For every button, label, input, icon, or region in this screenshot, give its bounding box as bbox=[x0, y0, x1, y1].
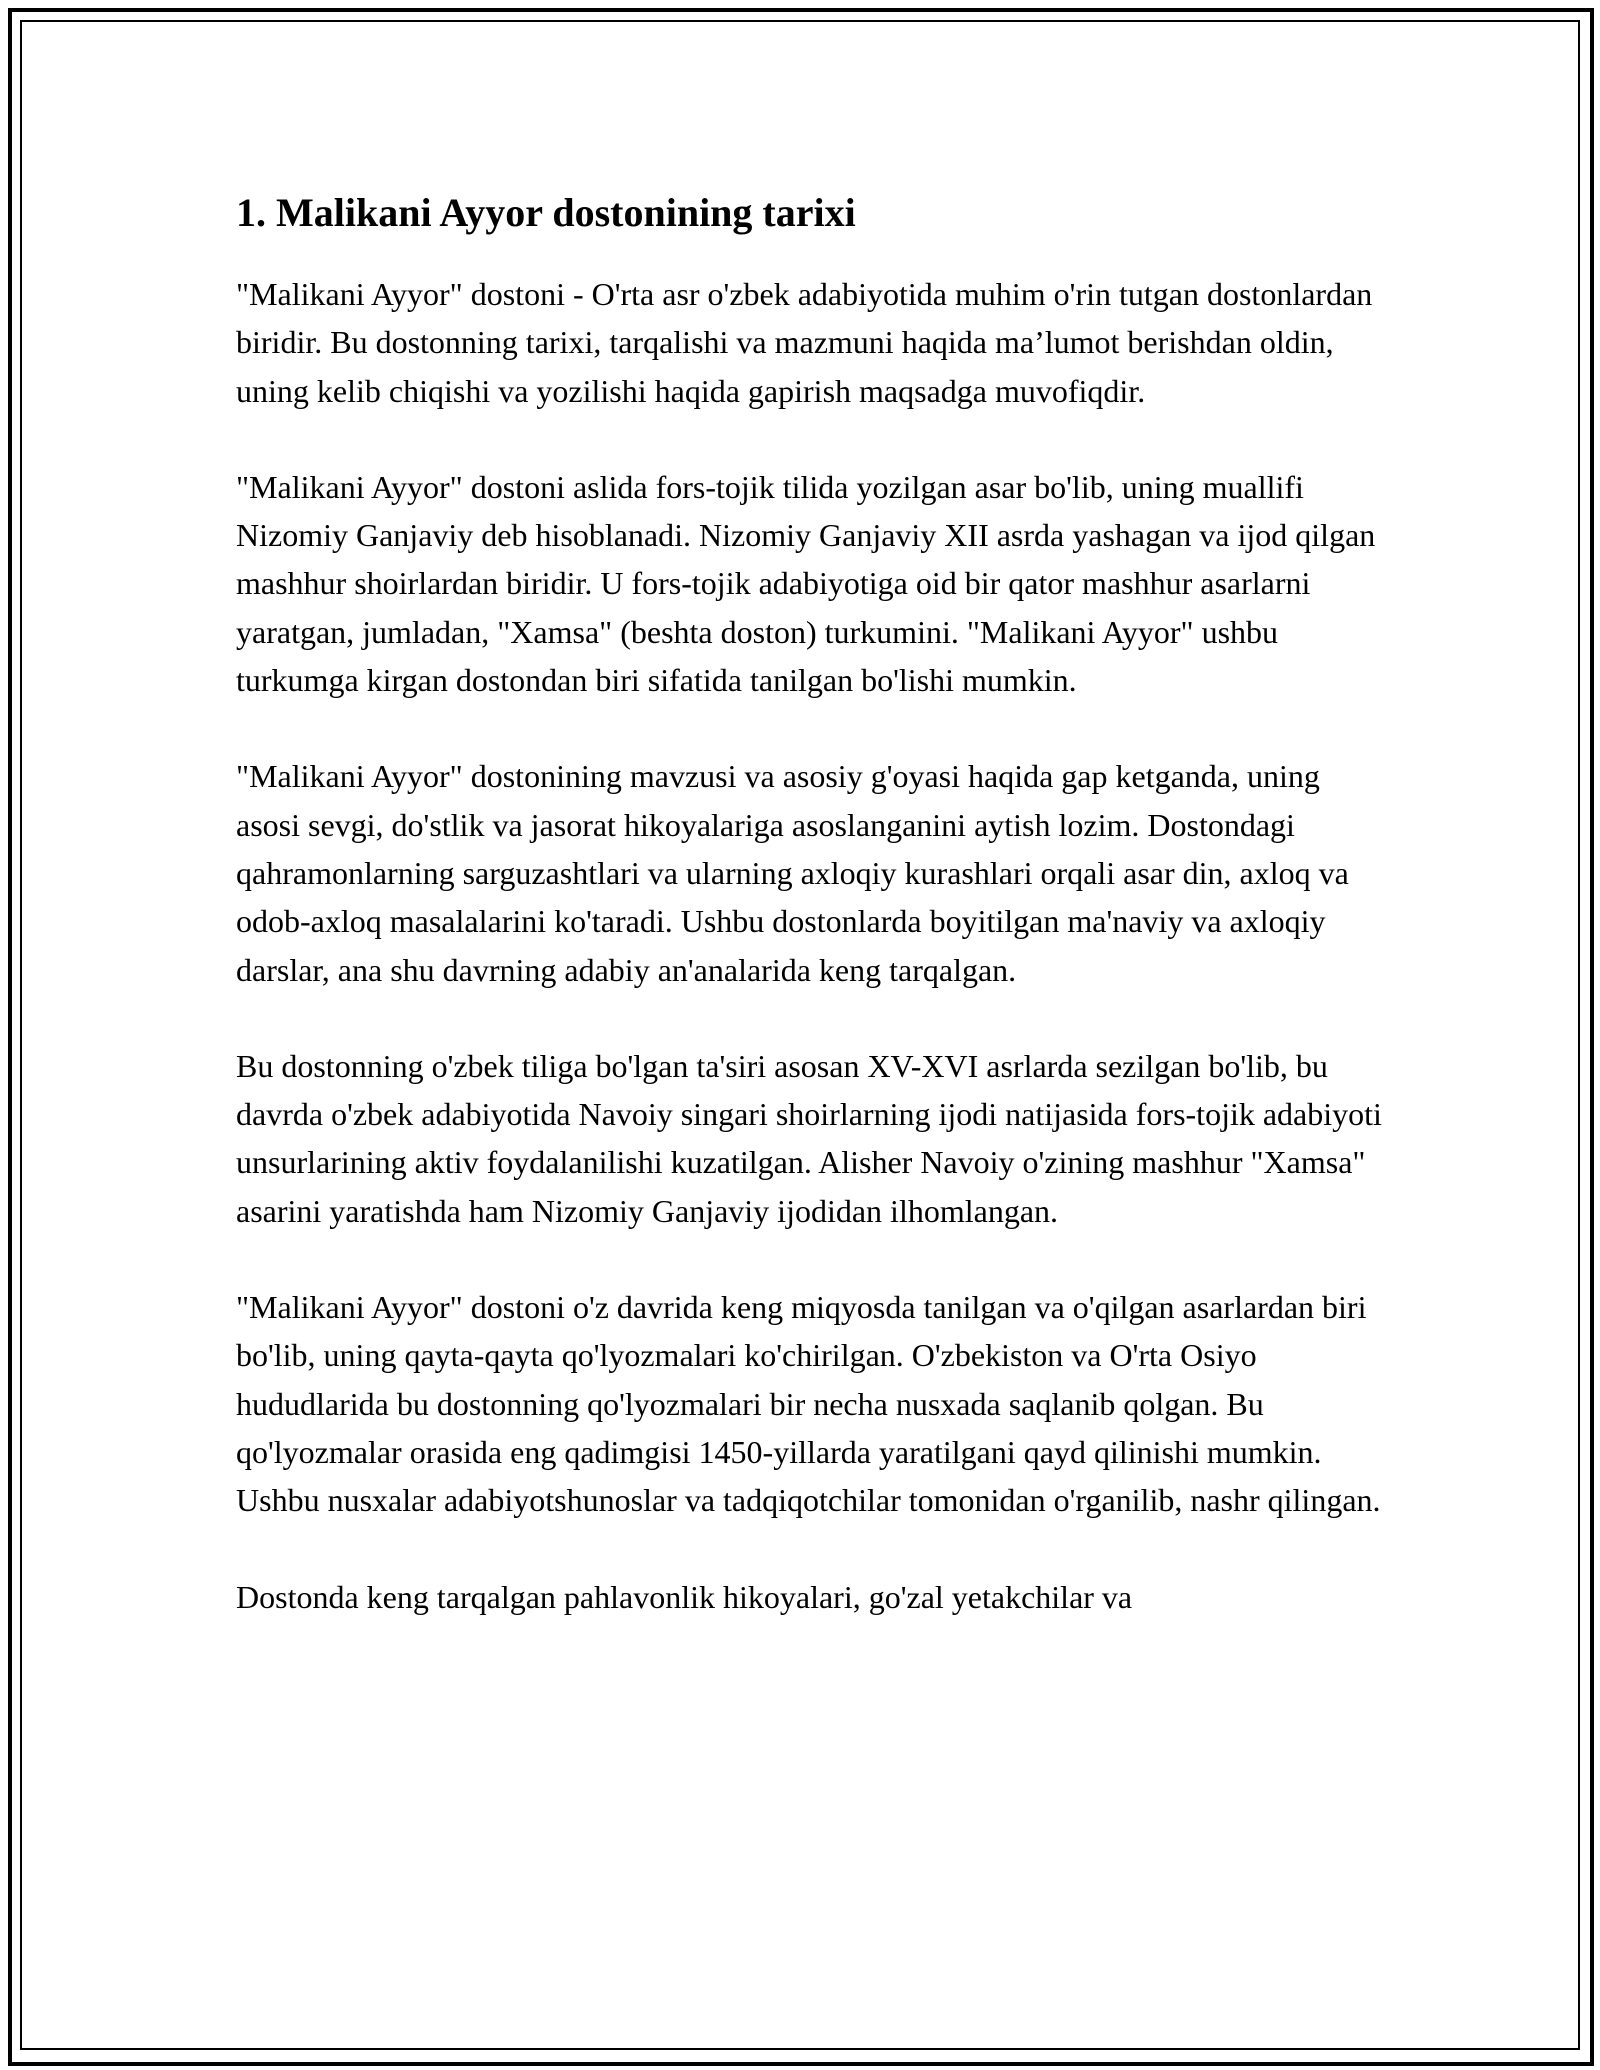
paragraph-6: Dostonda keng tarqalgan pahlavonlik hikoyalari, go'zal yetakchilar va bbox=[236, 1578, 1133, 1615]
paragraph-4: Bu dostonning o'zbek tiliga bo'lgan ta'siri asosan XV-XVI asrlarda sezilgan bo'lib, bu davrda o'zbek adabiyotida Navoiy singari shoirlarning ijodi natijasida fors-tojik adabiyoti unsurlarining aktiv foydalanilishi kuzatilgan. Alisher Navoiy o'zining mashhur "Xamsa" asarini yaratishda ham Nizomiy Ganjaviy ijodidan ilhomlangan. bbox=[236, 1047, 1382, 1229]
paragraph-2: "Malikani Ayyor" dostoni aslida fors-tojik tilida yozilgan asar bo'lib, uning muallifi Nizomiy Ganjaviy deb hisoblanadi. Nizomiy Ganjaviy XII asrda yashagan va ijod qilgan mashhur shoirlardan biridir. U fors-tojik adabiyotiga oid bir qator mashhur asarlarni yaratgan, jumladan, "Xamsa" (beshta doston) turkumini. "Malikani Ayyor" ushbu turkumga kirgan dostondan biri sifatida tanilgan bo'lishi mumkin. bbox=[236, 468, 1376, 699]
section-heading: 1. Malikani Ayyor dostonining tarixi bbox=[236, 190, 856, 235]
paragraph-5: "Malikani Ayyor" dostoni o'z davrida keng miqyosda tanilgan va o'qilgan asarlardan biri bo'lib, uning qayta-qayta qo'lyozmalari ko'chirilgan. O'zbekiston va O'rta Osiyo hududlarida bu dostonning qo'lyozmalari bir necha nusxada saqlanib qolgan. Bu qo'lyozmalar orasida eng qadimgisi 1450-yillarda yaratilgani qayd qilinishi mumkin. Ushbu nusxalar adabiyotshunoslar va tadqiqotchilar tomonidan o'rganilib, nashr qilingan. bbox=[236, 1289, 1381, 1519]
paragraph-1: "Malikani Ayyor" dostoni - O'rta asr o'zbek adabiyotida muhim o'rin tutgan dostonlardan biridir. Bu dostonning tarixi, tarqalishi va mazmuni haqida ma’lumot berishdan oldin, uning kelib chiqishi va yozilishi haqida gapirish maqsadga muvofiqdir. bbox=[236, 276, 1373, 409]
document-body bbox=[236, 183, 1386, 1669]
paragraph-3: "Malikani Ayyor" dostonining mavzusi va asosiy g'oyasi haqida gap ketganda, uning asosi sevgi, do'stlik va jasorat hikoyalariga asoslanganini aytish lozim. Dostondagi qahramonlarning sarguzashtlari va ularning axloqiy kurashlari orqali asar din, axloq va odob-axloq masalalarini ko'taradi. Ushbu dostonlarda boyitilgan ma'naviy va axloqiy darslar, ana shu davrning adabiy an'analarida keng tarqalgan. bbox=[236, 758, 1349, 988]
